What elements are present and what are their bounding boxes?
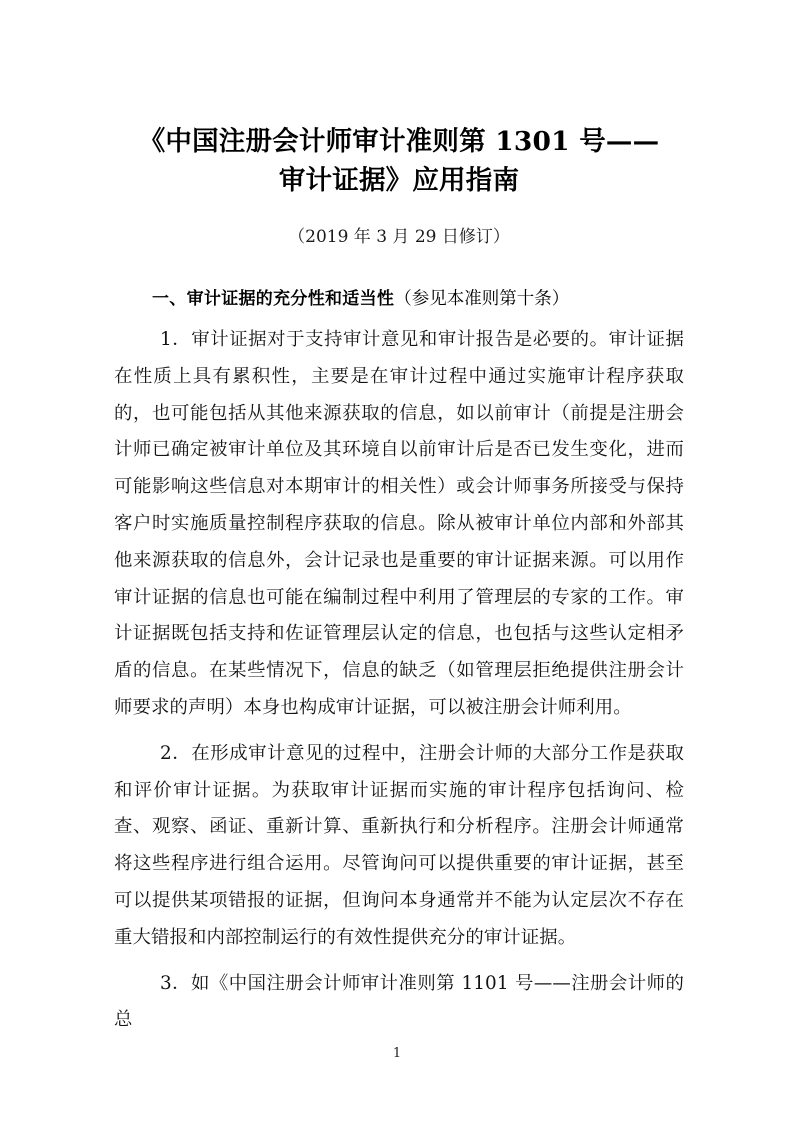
page-title-line-2: 审计证据》应用指南 xyxy=(278,165,520,196)
section-heading-reference: （参见本准则第十条） xyxy=(394,289,570,309)
section-heading-title: 一、审计证据的充分性和适当性 xyxy=(152,289,395,309)
body-paragraph-2: 2．在形成审计意见的过程中，注册会计师的大部分工作是获取和评价审计证据。为获取审计证据而实施的审计程序包括询问、检查、观察、函证、重新计算、重新执行和分析程序。注册会计师通常将这些程序进行组合运用。尽管询问可以提供重要的审计证据，甚至可以提供某项错报的证据，但询问本身通常并不能为认定层次不存在重大错报和内部控制运行的有效性提供充分的审计证据。 xyxy=(114,742,684,948)
body-paragraph-1: 1．审计证据对于支持审计意见和审计报告是必要的。审计证据在性质上具有累积性，主要是在审计过程中通过实施审计程序获取的，也可能包括从其他来源获取的信息，如以前审计（前提是注册会计师已确定被审计单位及其环境自以前审计后是否已发生变化，进而可能影响这些信息对本期审计的相关性）或会计师事务所接受与保持客户时实施质量控制程序获取的信息。除从被审计单位内部和外部其他来源获取的信息外，会计记录也是重要的审计证据来源。可以用作审计证据的信息也可能在编制过程中利用了管理层的专家的工作。审计证据既包括支持和佐证管理层认定的信息，也包括与这些认定相矛盾的信息。在某些情况下，信息的缺乏（如管理层拒绝提供注册会计师要求的声明）本身也构成审计证据，可以被注册会计师利用。 xyxy=(114,329,684,718)
page-title-line-1: 《中国注册会计师审计准则第 1301 号—— xyxy=(138,126,660,157)
page-title xyxy=(114,0,684,200)
revision-date: （2019 年 3 月 29 日修订） xyxy=(288,227,510,247)
body-paragraph-3: 3．如《中国注册会计师审计准则第 1101 号——注册会计师的总 xyxy=(114,972,684,1031)
page-number: 1 xyxy=(392,1046,402,1061)
section-heading xyxy=(114,250,684,313)
document-content xyxy=(114,0,684,1039)
